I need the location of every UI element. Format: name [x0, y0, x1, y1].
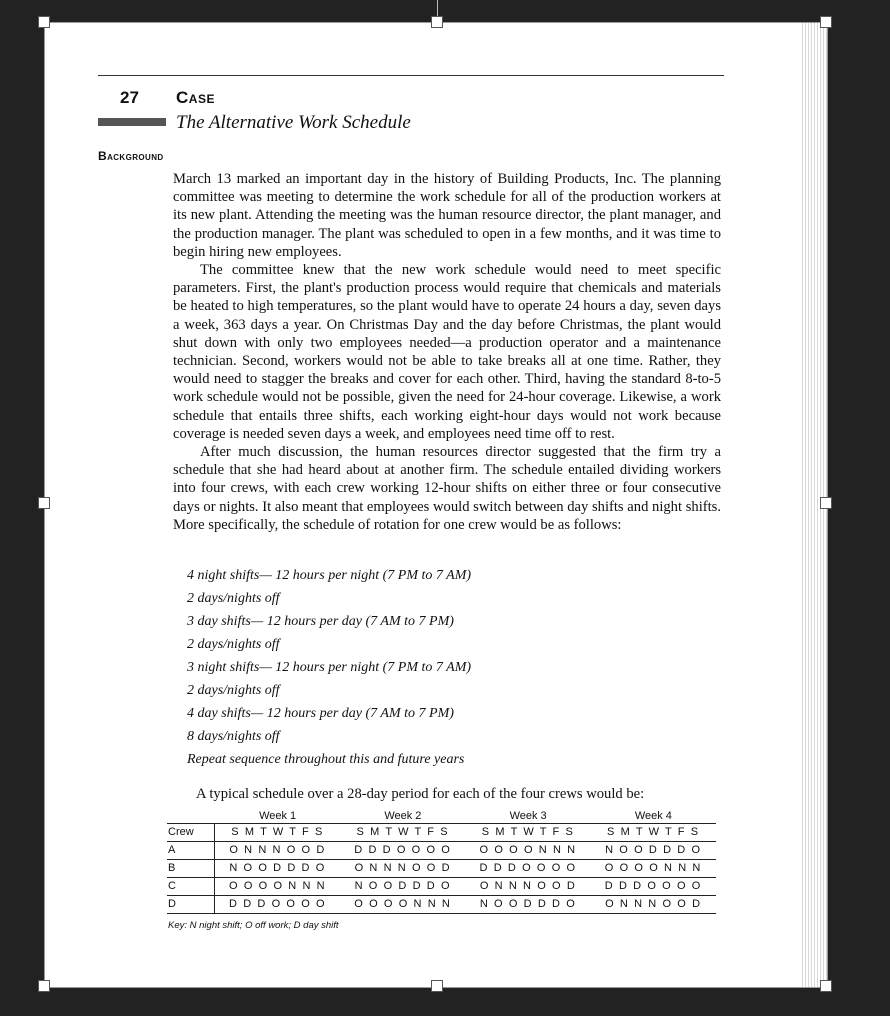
schedule-cell: O N N N O O D — [479, 880, 577, 892]
rotation-item: 4 night shifts— 12 hours per night (7 PM to 7 AM) — [187, 568, 472, 583]
paragraph: March 13 marked an important day in the history of Building Products, Inc. The planning committee was meeting to determine the work schedule for all of the production workers at its new plant. Attending the meeting was the human resource director, the plant manager, and the production manager. The plant was scheduled to open in a few months, and it was time to begin hiring new employees. — [173, 171, 721, 260]
week-header: Week 1 — [259, 810, 297, 822]
case-title: The Alternative Work Schedule — [176, 112, 411, 133]
schedule-cell: O O O O N N N — [354, 898, 452, 910]
crew-header: Crew — [167, 824, 215, 841]
rotation-list — [187, 564, 471, 771]
week-header: Week 4 — [634, 810, 672, 822]
table-row — [167, 842, 716, 860]
header-rule — [98, 75, 724, 76]
rotation-item: 3 night shifts— 12 hours per night (7 PM to 7 AM) — [187, 660, 472, 675]
schedule-cell: D D D O O O O — [479, 862, 577, 874]
schedule-cell: O O O O N N N — [229, 880, 327, 892]
week-header: Week 3 — [509, 810, 547, 822]
week-header: Week 2 — [384, 810, 422, 822]
schedule-table — [167, 809, 716, 914]
rotation-item: 2 days/nights off — [187, 637, 280, 652]
resize-handle-bottom-left[interactable] — [38, 980, 50, 992]
crew-cell: D — [167, 896, 215, 913]
resize-handle-top-left[interactable] — [38, 16, 50, 28]
resize-handle-right[interactable] — [820, 497, 832, 509]
crew-cell: A — [167, 842, 215, 859]
body-text — [173, 170, 721, 534]
resize-handle-left[interactable] — [38, 497, 50, 509]
schedule-cell: O N N N O O D — [229, 844, 326, 856]
schedule-key: Key: N night shift; O off work; D day shift — [168, 920, 339, 931]
day-letters: S M T W T F S — [481, 826, 575, 838]
schedule-cell: N O O D D D O — [605, 844, 702, 856]
crew-cell: B — [167, 860, 215, 877]
chapter-label: Case — [176, 88, 215, 107]
schedule-cell: O N N N O O D — [354, 862, 452, 874]
title-marker-bar — [98, 118, 166, 126]
rotation-item: 2 days/nights off — [187, 591, 280, 606]
table-row — [167, 860, 716, 878]
rotation-item: Repeat sequence throughout this and future years — [187, 752, 465, 767]
rotation-item: 8 days/nights off — [187, 729, 280, 744]
rotation-item: 4 day shifts— 12 hours per day (7 AM to 7 PM) — [187, 706, 454, 721]
table-row — [167, 896, 716, 914]
day-letters: S M T W T F S — [607, 826, 700, 838]
schedule-cell: N O O D D D O — [479, 898, 577, 910]
week-header-row — [167, 809, 716, 824]
schedule-intro: A typical schedule over a 28-day period for each of the four crews would be: — [196, 786, 645, 802]
chapter-number: 27 — [120, 88, 139, 107]
schedule-cell: O O O O N N N — [479, 844, 577, 856]
schedule-cell: N O O D D D O — [229, 862, 326, 874]
schedule-cell: O O O O N N N — [604, 862, 702, 874]
paragraph: After much discussion, the human resources director suggested that the firm try a schedule that she had heard about at another firm. The schedule entailed dividing workers into four crews, with each crew working 12-hour shifts on either three or four consecutive days or nights. It also meant that employees would switch between day shifts and night shifts. More specifically, the schedule of rotation for one crew would be as follows: — [173, 444, 721, 533]
schedule-cell: O N N N O O D — [605, 898, 702, 910]
rotation-item: 3 day shifts— 12 hours per day (7 AM to 7 PM) — [187, 614, 454, 629]
schedule-cell: D D D O O O O — [354, 844, 452, 856]
schedule-cell: N O O D D D O — [354, 880, 452, 892]
paragraph: The committee knew that the new work schedule would need to meet specific parameters. First, the plant's production process would require that chemicals and materials be heated to high temperatures, so the plant would have to operate 24 hours a day, seven days a week, 363 days a year. On Christmas Day and the day before Christmas, the plant would shut down with only two employees needed—a production operator and a maintenance technician. Second, workers would not be able to take breaks all at one time. Rather, they would need to stagger the breaks and cover for each other. Third, having the standard 8-to-5 work schedule would not be possible, given the need for 24-hour coverage. Likewise, a work schedule that entails three shifts, each working eight-hour days would not work because coverage is needed seven days a week, and employees need time off to rest. — [173, 262, 721, 442]
table-row — [167, 878, 716, 896]
section-heading: Background — [98, 149, 164, 163]
resize-handle-top[interactable] — [431, 16, 443, 28]
day-letters-row — [167, 824, 716, 842]
resize-handle-bottom-right[interactable] — [820, 980, 832, 992]
day-letters: S M T W T F S — [356, 826, 450, 838]
schedule-cell: D D D O O O O — [229, 898, 327, 910]
document-page — [44, 22, 828, 988]
resize-handle-top-right[interactable] — [820, 16, 832, 28]
resize-handle-bottom[interactable] — [431, 980, 443, 992]
rotation-item: 2 days/nights off — [187, 683, 280, 698]
day-letters: S M T W T F S — [231, 826, 324, 838]
crew-cell: C — [167, 878, 215, 895]
schedule-cell: D D D O O O O — [604, 880, 702, 892]
